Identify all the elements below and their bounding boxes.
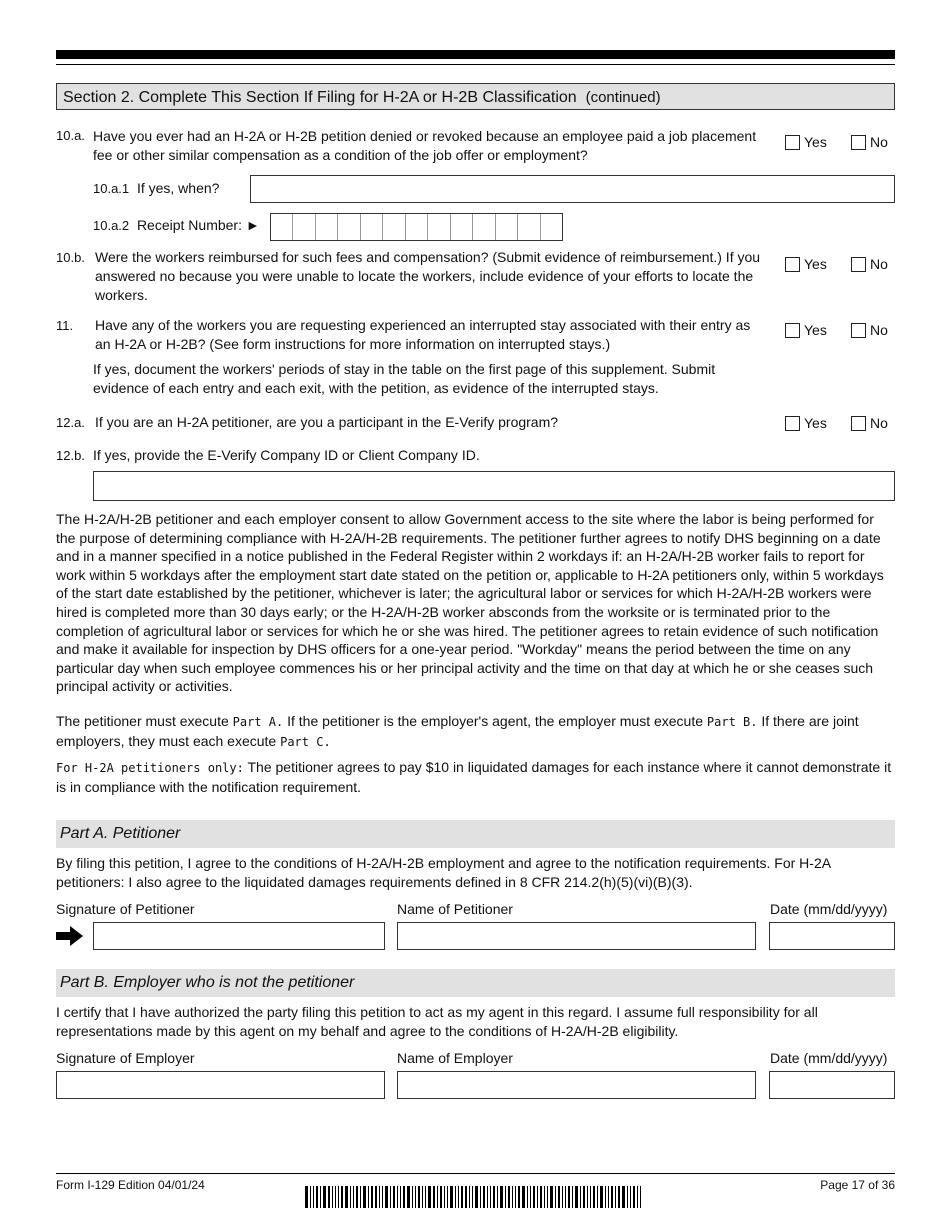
q10b-no[interactable]: No — [851, 256, 888, 272]
q10a2-label-group — [93, 217, 260, 233]
top-rule-thin — [56, 64, 895, 65]
barcode-bar — [565, 1186, 566, 1208]
petitioner-date-label: Date (mm/dd/yyyy) — [770, 901, 888, 917]
q10b-no-checkbox[interactable] — [851, 257, 866, 272]
barcode-bar — [490, 1186, 491, 1208]
barcode-bar — [562, 1186, 563, 1208]
employer-signature-label: Signature of Employer — [56, 1050, 195, 1066]
q10b-number: 10.b. — [56, 250, 85, 265]
barcode-bar — [544, 1186, 545, 1208]
barcode-bar — [328, 1186, 330, 1208]
section-continued: (continued) — [585, 89, 661, 106]
barcode-bar — [397, 1186, 398, 1208]
petitioner-name-label: Name of Petitioner — [397, 901, 513, 917]
barcode-bar — [497, 1186, 498, 1208]
barcode-bar — [450, 1186, 453, 1208]
barcode-bar — [379, 1186, 380, 1208]
footer-form-edition: Form I-129 Edition 04/01/24 — [56, 1178, 205, 1192]
barcode-bar — [440, 1186, 442, 1208]
barcode-bar — [455, 1186, 456, 1208]
barcode-bar — [575, 1186, 578, 1208]
section-header — [56, 83, 895, 110]
barcode-bar — [345, 1186, 348, 1208]
barcode-bar — [382, 1186, 383, 1208]
barcode-bar — [518, 1186, 520, 1208]
q11-no[interactable]: No — [851, 322, 888, 338]
barcode-bar — [444, 1186, 445, 1208]
employer-name-field[interactable] — [397, 1071, 756, 1099]
q11-yes[interactable]: Yes — [785, 322, 827, 338]
barcode-bar — [587, 1186, 588, 1208]
barcode-bar — [425, 1186, 426, 1208]
part-b-text: I certify that I have authorized the party filing this petition to act as my agent in this regard. I assume full responsibility for all representations made by this agent on my behalf and agree to the conditions of H-2A/H-2B eligibility. — [56, 1004, 818, 1039]
barcode-bar — [600, 1186, 603, 1208]
barcode-bar — [332, 1186, 333, 1208]
barcode-bar — [608, 1186, 609, 1208]
q10a-yes-checkbox[interactable] — [785, 135, 800, 150]
barcode-bar — [360, 1186, 361, 1208]
barcode-bar — [580, 1186, 581, 1208]
barcode-bar — [537, 1186, 538, 1208]
barcode-bar — [618, 1186, 620, 1208]
barcode-bar — [522, 1186, 525, 1208]
employer-date-label: Date (mm/dd/yyyy) — [770, 1050, 888, 1066]
barcode-bar — [597, 1186, 598, 1208]
barcode-bar — [415, 1186, 416, 1208]
petitioner-signature-label: Signature of Petitioner — [56, 901, 195, 917]
petitioner-name-field[interactable] — [397, 922, 756, 950]
q10b-yes-checkbox[interactable] — [785, 257, 800, 272]
q10b-yes[interactable]: Yes — [785, 256, 827, 272]
part-a-ref: Part A. — [232, 715, 284, 729]
barcode-bar — [583, 1186, 585, 1208]
barcode-bar — [469, 1186, 470, 1208]
barcode-bar — [493, 1186, 495, 1208]
q10a-no-checkbox[interactable] — [851, 135, 866, 150]
q12a-yes-checkbox[interactable] — [785, 416, 800, 431]
barcode-bar — [465, 1186, 467, 1208]
barcode-bar — [540, 1186, 542, 1208]
barcode-bar — [385, 1186, 388, 1208]
barcode-bar — [637, 1186, 638, 1208]
h2a-only-paragraph: For H-2A petitioners only: The petitioner agrees to pay $10 in liquidated damages for each instance where it cannot demonstrate it is in compliance with the notification requirement. — [56, 759, 892, 795]
part-a-header: Part A. Petitioner — [56, 820, 895, 848]
q10a1-label: If yes, when? — [136, 180, 220, 196]
barcode-bar — [323, 1186, 326, 1208]
barcode-bar — [512, 1186, 513, 1208]
barcode-bar — [627, 1186, 628, 1208]
barcode-bar — [472, 1186, 473, 1208]
top-rule-thick — [56, 50, 895, 59]
barcode-bar — [313, 1186, 314, 1208]
barcode — [305, 1186, 713, 1208]
barcode-bar — [475, 1186, 478, 1208]
barcode-bar — [407, 1186, 410, 1208]
execute-paragraph: The petitioner must execute Part A. If the petitioner is the employer's agent, the employer must execute Part B. If there are joint employers, they must each execute Part C. — [56, 713, 859, 749]
barcode-bar — [338, 1186, 339, 1208]
barcode-bar — [316, 1186, 318, 1208]
barcode-bar — [371, 1186, 373, 1208]
barcode-bar — [500, 1186, 503, 1208]
q10a2-number: 10.a.2 — [93, 218, 130, 233]
barcode-bar — [375, 1186, 377, 1208]
barcode-bar — [558, 1186, 560, 1208]
section-title: Section 2. Complete This Section If Filing for H-2A or H-2B Classification — [63, 89, 577, 106]
q10a-number: 10.a. — [56, 128, 85, 143]
everify-id-field[interactable] — [93, 471, 895, 501]
q10a-yes[interactable]: Yes — [785, 134, 827, 150]
employer-date-field[interactable] — [769, 1071, 895, 1099]
part-a-text: By filing this petition, I agree to the conditions of H-2A/H-2B employment and agree to the notification requirements. For H-2A petitioners: I also agree to the liquidated damages requirements defined in 8 CFR 214.2(h)(5)(vi)(B)(3). — [56, 855, 831, 890]
q12b-number: 12.b. — [56, 448, 85, 463]
footer-rule — [56, 1173, 895, 1174]
barcode-bar — [527, 1186, 528, 1208]
q10b-text: Were the workers reimbursed for such fees and compensation? (Submit evidence of reimbursement.) If you answered no because you were unable to locate the workers, include evidence of your efforts to locate the workers. — [95, 249, 761, 303]
barcode-bar — [341, 1186, 343, 1208]
q11-yes-checkbox[interactable] — [785, 323, 800, 338]
barcode-bar — [400, 1186, 401, 1208]
barcode-bar — [622, 1186, 625, 1208]
barcode-bar — [428, 1186, 431, 1208]
petitioner-date-field[interactable] — [769, 922, 895, 950]
barcode-bar — [437, 1186, 438, 1208]
q12a-no[interactable]: No — [851, 415, 888, 431]
barcode-bar — [533, 1186, 535, 1208]
part-b-header: Part B. Employer who is not the petitioner — [56, 969, 895, 997]
barcode-bar — [422, 1186, 423, 1208]
q10a-no[interactable]: No — [851, 134, 888, 150]
arrow-icon: ► — [245, 217, 260, 233]
barcode-bar — [320, 1186, 321, 1208]
q12a-number: 12.a. — [56, 415, 85, 430]
q11-text: Have any of the workers you are requesting experienced an interrupted stay associated with their entry as an H-2A or H-2B? (See form instructions for more information on interrupted stays.) — [95, 317, 751, 352]
barcode-bar — [393, 1186, 395, 1208]
q12a-no-checkbox[interactable] — [851, 416, 866, 431]
footer-page-number: Page 17 of 36 — [820, 1178, 895, 1192]
part-b-ref: Part B. — [706, 715, 758, 729]
part-c-ref: Part C. — [280, 734, 331, 749]
barcode-bar — [461, 1186, 463, 1208]
barcode-bar — [605, 1186, 606, 1208]
employer-name-label: Name of Employer — [397, 1050, 513, 1066]
q10a1-when-field[interactable] — [250, 175, 895, 203]
barcode-bar — [412, 1186, 413, 1208]
barcode-bar — [483, 1186, 485, 1208]
barcode-bar — [403, 1186, 405, 1208]
barcode-bar — [390, 1186, 391, 1208]
q11-number: 11. — [56, 318, 74, 333]
signature-arrow-icon — [56, 925, 84, 947]
barcode-bar — [350, 1186, 351, 1208]
barcode-bar — [572, 1186, 573, 1208]
q12a-text: If you are an H-2A petitioner, are you a participant in the E-Verify program? — [95, 414, 559, 430]
barcode-bar — [353, 1186, 354, 1208]
barcode-bar — [515, 1186, 516, 1208]
barcode-bar — [487, 1186, 488, 1208]
barcode-bar — [505, 1186, 506, 1208]
barcode-bar — [615, 1186, 616, 1208]
barcode-bar — [630, 1186, 631, 1208]
q11-note: If yes, document the workers' periods of stay in the table on the first page of this supplement. Submit evidence of each entry and each exit, with the petition, as evidence of the interrupted stays. — [93, 361, 716, 396]
barcode-bar — [611, 1186, 613, 1208]
q12a-yes[interactable]: Yes — [785, 415, 827, 431]
petitioner-signature-field[interactable] — [93, 922, 385, 950]
barcode-bar — [633, 1186, 635, 1208]
barcode-bar — [433, 1186, 435, 1208]
barcode-bar — [480, 1186, 481, 1208]
barcode-bar — [555, 1186, 556, 1208]
barcode-bar — [640, 1186, 641, 1208]
q10a-text: Have you ever had an H-2A or H-2B petition denied or revoked because an employee paid a job placement fee or other similar compensation as a condition of the job offer or employment? — [93, 128, 757, 163]
barcode-bar — [590, 1186, 591, 1208]
barcode-bar — [568, 1186, 570, 1208]
employer-signature-field[interactable] — [56, 1071, 385, 1099]
barcode-bar — [458, 1186, 459, 1208]
barcode-bar — [447, 1186, 448, 1208]
q10a2-label: Receipt Number: — [136, 217, 242, 233]
barcode-bar — [593, 1186, 595, 1208]
barcode-bar — [335, 1186, 336, 1208]
barcode-bar — [368, 1186, 369, 1208]
barcode-bar — [305, 1186, 308, 1208]
q12b-text: If yes, provide the E-Verify Company ID or Client Company ID. — [93, 447, 480, 463]
barcode-bar — [547, 1186, 548, 1208]
h2a-only-label: For H-2A petitioners only: — [56, 761, 244, 775]
barcode-bar — [363, 1186, 366, 1208]
barcode-bar — [508, 1186, 510, 1208]
q11-no-checkbox[interactable] — [851, 323, 866, 338]
q10a1-label-group — [93, 180, 219, 196]
consent-paragraph: The H-2A/H-2B petitioner and each employer consent to allow Government access to the site where the labor is being performed for the purpose of determining compliance with H-2A/H-2B requirements. The petitioner further agrees to notify DHS beginning on a date and in a manner specified in a notice published in the Federal Register within 2 workdays if: an H-2A/H-2B worker fails to report for work within 5 workdays after the employment start date stated on the petition or, applicable to H-2A petitioners only, within 5 workdays of the start date established by the petitioner, whichever is later; the agricultural labor or services for which H-2A/H-2B workers were hired is completed more than 30 days early; or the H-2A/H-2B worker absconds from the worksite or is terminated prior to the completion of agricultural labor or services for which he or she was hired. The petitioner agrees to retain evidence of such notification and make it available for inspection by DHS officers for a one-year period. "Workday" means the period between the time on any particular day when such employee commences his or her principal activity and the time on that day at which he or she ceases such principal activity or activities. — [56, 511, 884, 695]
receipt-number-field[interactable] — [270, 213, 563, 241]
barcode-bar — [310, 1186, 311, 1208]
barcode-bar — [530, 1186, 531, 1208]
barcode-bar — [550, 1186, 553, 1208]
barcode-bar — [418, 1186, 420, 1208]
q10a1-number: 10.a.1 — [93, 181, 130, 196]
barcode-bar — [356, 1186, 358, 1208]
